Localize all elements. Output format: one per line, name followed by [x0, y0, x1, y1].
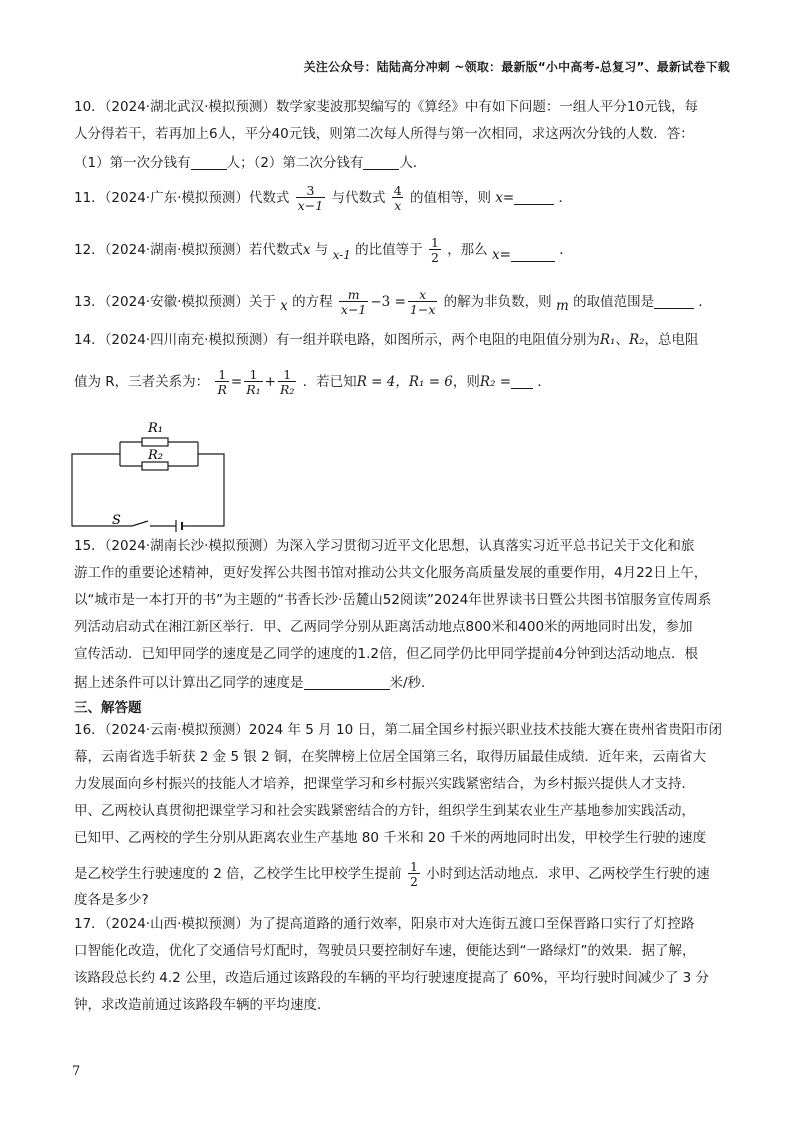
q11-frac1-den: x−1: [297, 198, 324, 214]
q13-frac2-den: 1−x: [409, 302, 436, 318]
q15-text-b: 米/秒．: [389, 675, 435, 691]
q14-r2: R₂: [628, 332, 645, 348]
q12-text-a: 12．（2024·湖南·模拟预测）若代数式: [74, 242, 303, 259]
q14-frac-1-over-r2: [278, 368, 296, 396]
q13-text-b: 的方程: [292, 294, 333, 311]
q13-fraction-2: [408, 288, 437, 316]
q14-frac-1-over-r1: [244, 368, 262, 396]
q13-mid: −3 =: [370, 294, 406, 311]
q14-given: R = 4，R₁ = 6: [356, 374, 453, 391]
q14-text-a: 14．（2024·四川南充·模拟预测）有一组并联电路，如图所示，两个电阻的电阻值分别为: [74, 332, 600, 348]
q12-text-d: ，那么: [447, 242, 488, 259]
q14-f2-num: 1: [249, 367, 258, 382]
q13-x: x: [280, 298, 288, 315]
q12-frac-den: 2: [430, 250, 439, 266]
q10-part3: 人．: [399, 155, 427, 171]
q13-end: ．: [698, 294, 712, 311]
q15-line5: 宣传活动．已知甲同学的速度是乙同学的速度的1.2倍，但乙同学仍比甲同学提前4分钟到达活动地点．根: [74, 646, 699, 662]
q10-blank-1[interactable]: [191, 155, 227, 170]
q17-line3: 该路段总长约 4.2 公里，改造后通过该路段的车辆的平均行驶速度提高了 60%，平均行驶时间减少了 3 分: [74, 970, 710, 986]
resistor-r1: [142, 438, 168, 446]
q14-equals: =: [230, 374, 243, 391]
q10-line3: [74, 155, 426, 171]
q14-text-b: ，总电阻: [644, 332, 699, 348]
q14-f2-den: R₁: [246, 382, 261, 398]
q11-fraction-2: [392, 184, 404, 212]
q14-ask: R₂ =: [479, 374, 512, 391]
q10-line2: 人分得若干，若再加上6人，平分40元钱，则第二次每人所得与第一次相同，求这两次分钱的人数．答：: [74, 126, 694, 142]
q10-line1: 10．（2024·湖北武汉·模拟预测）数学家斐波那契编写的《算经》中有如下问题：一组人平分10元钱，每: [74, 99, 699, 115]
q11-eq: =: [502, 190, 515, 207]
q14-text-c: 值为 R，三者关系为：: [74, 374, 210, 391]
q12-x: x: [302, 242, 311, 259]
q11-text-a: 11．（2024·广东·模拟预测）代数式: [74, 190, 290, 207]
q12-x-minus-1: x-1: [332, 248, 351, 263]
q12-end: ．: [559, 242, 573, 259]
q14-blank[interactable]: [511, 374, 533, 389]
q16-line4: 甲、乙两校认真贯彻把课堂学习和社会实践紧密结合的方针，组织学生到某农业生产基地参加实践活动，: [74, 803, 695, 819]
q14-frac-1-over-r: [215, 368, 228, 396]
q17-line1: 17．（2024·山西·模拟预测）为了提高道路的通行效率，阳泉市对大连街五渡口至保晋路口实行了灯控路: [74, 916, 695, 932]
q16-line2: 幕，云南省选手斩获 2 金 5 银 2 铜，在奖牌榜上位居全国第三名，取得历届最佳成绩．近年来，云南省大: [74, 749, 707, 765]
q14-f1-num: 1: [218, 367, 227, 382]
q13-blank[interactable]: [654, 294, 694, 309]
q12-text-b: 与: [314, 242, 329, 259]
q15-line2: 游工作的重要论述精神，更好发挥公共图书馆对推动公共文化服务高质量发展的重要作用，4月22日上午，: [74, 565, 708, 581]
q13-text-c: 的解为非负数，则: [443, 294, 552, 311]
q11-line: [74, 184, 572, 212]
q15-blank[interactable]: [304, 675, 390, 690]
q11-frac1-num: 3: [306, 183, 315, 198]
q12-var: x: [491, 247, 500, 264]
q13-line: [74, 288, 712, 316]
q16-fraction-half: [408, 860, 420, 888]
page-header: 关注公众号：陆陆高分冲刺 ~领取：最新版“小中高考-总复习”、最新试卷下载: [303, 60, 730, 74]
q16-text-b: 小时到达活动地点．求甲、乙两校学生行驶的速: [426, 866, 710, 883]
q12-blank[interactable]: [511, 247, 555, 262]
q16-line1: 16．（2024·云南·模拟预测）2024 年 5 月 10 日，第二届全国乡村振兴职业技术技能大赛在贵州省贵阳市闭: [74, 722, 722, 738]
page-number: 7: [72, 1064, 81, 1079]
q11-fraction-1: [296, 184, 325, 212]
q13-frac1-num: m: [347, 287, 360, 302]
q13-text-a: 13．（2024·安徽·模拟预测）关于: [74, 294, 276, 311]
q12-frac-num: 1: [430, 235, 439, 250]
resistor-r2: [142, 462, 168, 470]
q14-f1-den: R: [217, 382, 227, 398]
q14-f3-den: R₂: [279, 382, 295, 398]
parallel-circuit-diagram: [72, 410, 242, 530]
q14-line1: [74, 334, 699, 348]
label-r1: R₁: [148, 421, 163, 436]
label-r2: R₂: [148, 448, 163, 463]
q14-sep: 、: [615, 332, 629, 348]
q16-line6: [74, 860, 710, 888]
q15-line4: 列活动启动式在湘江新区举行．甲、乙两同学分别从距离活动地点800米和400米的两地同时出发，参加: [74, 619, 693, 635]
q14-line2: [74, 368, 551, 396]
q11-var: x: [495, 190, 503, 207]
q16-text-a: 是乙校学生行驶速度的 2 倍，乙校学生比甲校学生提前: [74, 866, 402, 883]
q13-frac2-num: x: [419, 287, 427, 302]
q15-line1: 15．（2024·湖南长沙·模拟预测）为深入学习贯彻习近平文化思想，认真落实习近平总书记关于文化和旅: [74, 538, 695, 554]
q14-text-d: ．若已知: [302, 374, 357, 391]
q16-line5: 已知甲、乙两校的学生分别从距离农业生产基地 80 千米和 20 千米的两地同时出发，甲校学生行驶的速度: [74, 830, 707, 846]
q10-blank-2[interactable]: [363, 155, 399, 170]
q13-text-d: 的取值范围是: [573, 294, 655, 311]
q16-frac-den: 2: [409, 874, 418, 890]
q10-part2: 人；（2）第二次分钱有: [226, 155, 364, 171]
circuit-wire-left: [72, 454, 132, 526]
q14-f3-num: 1: [283, 367, 292, 382]
q16-line3: 力发展面向乡村振兴的技能人才培养，把课堂学习和乡村振兴实践紧密结合，为乡村振兴提供人才支持．: [74, 776, 695, 792]
q15-text-a: 据上述条件可以计算出乙同学的速度是: [74, 675, 304, 691]
q11-text-b: 与代数式: [331, 190, 386, 207]
q13-frac1-den: x−1: [340, 302, 367, 318]
q16-frac-num: 1: [409, 859, 418, 874]
q12-fraction: [429, 236, 441, 264]
q14-end: ．: [537, 374, 551, 391]
q12-line: [74, 236, 573, 264]
circuit-wire-right: [190, 454, 224, 526]
q13-m: m: [555, 298, 569, 315]
q12-eq: =: [499, 247, 511, 264]
label-s: S: [112, 513, 121, 528]
q15-line3: 以“城市是一本打开的书”为主题的“书香长沙·岳麓山52阅读”2024年世界读书日暨公共图书馆服务宣传周系: [74, 592, 712, 608]
q11-blank[interactable]: [514, 190, 554, 205]
q15-line6: [74, 675, 435, 691]
q11-end: ．: [558, 190, 573, 207]
q14-r1: R₁: [599, 332, 616, 348]
switch-s: [132, 521, 148, 526]
q12-text-c: 的比值等于: [355, 242, 423, 259]
q10-part1: （1）第一次分钱有: [74, 155, 191, 171]
q16-line7: 度各是多少?: [74, 892, 149, 908]
q13-fraction-1: [339, 288, 368, 316]
q14-plus: +: [264, 374, 276, 391]
q14-text-e: ，则: [452, 374, 480, 391]
q17-line4: 钟，求改造前通过该路段车辆的平均速度．: [74, 997, 331, 1013]
q17-line2: 口智能化改造，优化了交通信号灯配时，驾驶员只要控制好车速，便能达到“一路绿灯”的效果．据了解，: [74, 943, 696, 959]
q11-text-c: 的值相等，则: [410, 190, 491, 207]
section-heading: 三、解答题: [74, 700, 142, 716]
q11-frac2-den: x: [394, 198, 402, 214]
q11-frac2-num: 4: [393, 183, 402, 198]
